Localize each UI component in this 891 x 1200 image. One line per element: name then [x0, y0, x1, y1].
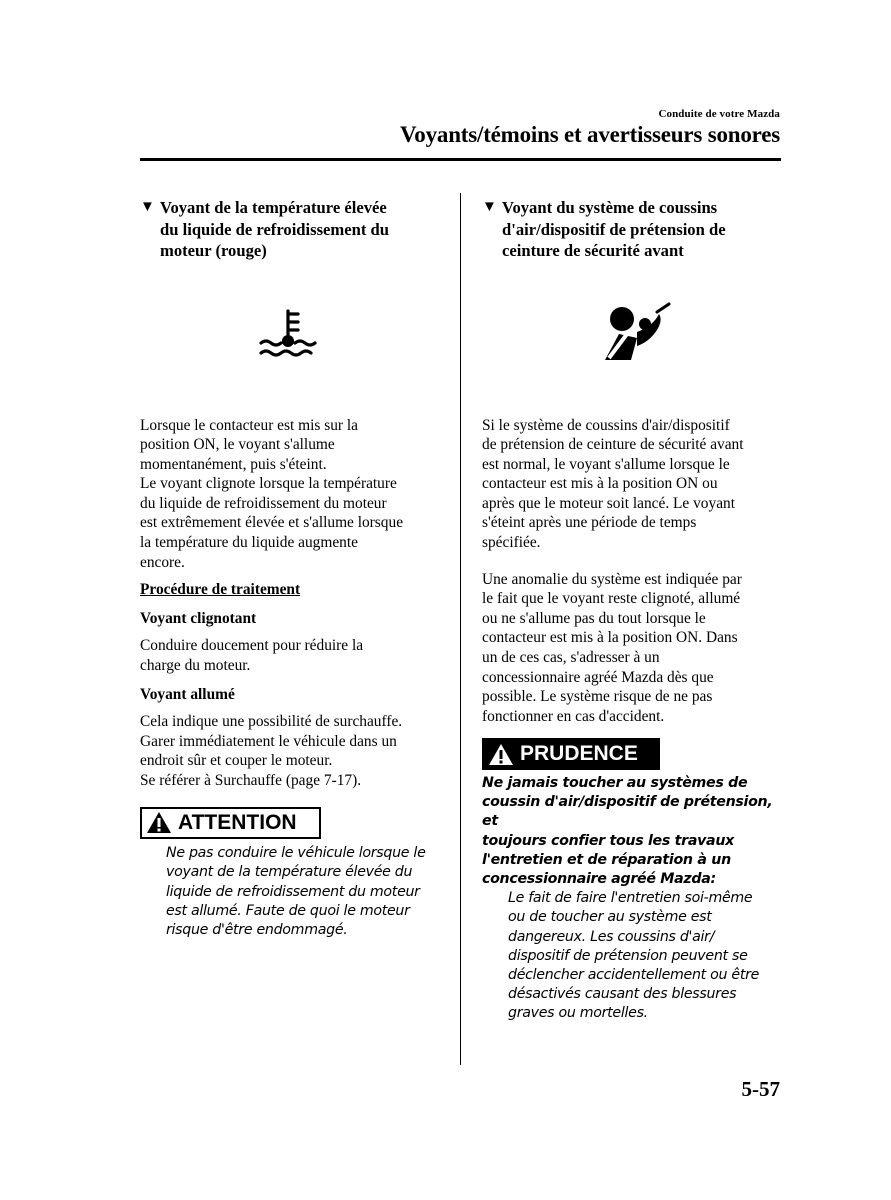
text-line: Lorsque le contacteur est mis sur la	[140, 416, 358, 434]
text-line: encore.	[140, 553, 185, 571]
text-line: liquide de refroidissement du moteur	[166, 883, 420, 900]
section-heading-coolant	[140, 197, 440, 262]
text-line: Le fait de faire l'entretien soi-même	[508, 890, 753, 907]
text-line: est extrêmement élevée et s'allume lorsque	[140, 514, 404, 532]
attention-badge	[140, 807, 321, 839]
text-line: Si le système de coussins d'air/dispositif	[482, 416, 730, 434]
text-line: charge du moteur.	[140, 657, 251, 675]
text-line: est allumé. Faute de quoi le moteur	[166, 902, 410, 919]
attention-text	[166, 844, 440, 940]
prudence-instruction	[482, 774, 782, 889]
text-line: l'entretien et de réparation à un	[482, 851, 731, 868]
text-line: voyant de la température élevée du	[166, 864, 413, 881]
airbag-description	[482, 416, 782, 553]
text-line: ou de toucher au système est	[508, 909, 712, 926]
heading-line: moteur (rouge)	[160, 241, 267, 260]
blinking-title: Voyant clignotant	[140, 609, 257, 627]
text-line: concessionnaire agréé Mazda:	[482, 870, 716, 887]
lit-text	[140, 712, 440, 790]
left-column	[140, 197, 440, 940]
attention-label: ATTENTION	[178, 810, 297, 834]
column-divider	[460, 193, 461, 1065]
text-line: après que le moteur soit lancé. Le voyant	[482, 494, 735, 512]
text-line: du liquide de refroidissement du moteur	[140, 494, 387, 512]
attention-block	[140, 807, 440, 941]
running-head: Conduite de votre Mazda	[658, 108, 780, 120]
text-line: dangereux. Les coussins d'air/	[508, 928, 715, 945]
page-title: Voyants/témoins et avertisseurs sonores	[400, 122, 780, 147]
text-line: toujours confier tous les travaux	[482, 832, 734, 849]
text-line: ou ne s'allume pas du tout lorsque le	[482, 609, 706, 627]
section-heading-airbag	[482, 197, 782, 262]
prudence-badge	[482, 738, 660, 770]
text-line: Ne pas conduire le véhicule lorsque le	[166, 845, 426, 862]
text-line: dispositif de prétension peuvent se	[508, 947, 748, 964]
text-line: s'éteint après une période de temps	[482, 514, 697, 532]
text-line: fonctionner en cas d'accident.	[482, 707, 665, 725]
text-line: Se référer à Surchauffe (page 7-17).	[140, 772, 362, 789]
text-line: est normal, le voyant s'allume lorsque le	[482, 455, 730, 473]
triangle-bullet-icon: ▼	[482, 199, 497, 215]
heading-line: ceinture de sécurité avant	[502, 241, 684, 260]
prudence-text	[508, 889, 782, 1023]
airbag-icon	[597, 302, 677, 362]
warning-triangle-icon	[488, 743, 514, 766]
heading-line: du liquide de refroidissement du	[160, 219, 389, 239]
airbag-malfunction-text	[482, 570, 782, 727]
text-line: contacteur est mis à la position ON. Dans	[482, 629, 738, 647]
text-line: désactivés causant des blessures	[508, 986, 737, 1003]
text-line: Ne jamais toucher au systèmes de	[482, 774, 748, 791]
heading-line: Voyant de la température élevée	[160, 198, 387, 217]
airbag-icon-box	[482, 262, 782, 412]
text-line: coussin d'air/dispositif de prétension, et	[482, 794, 773, 830]
page-number: 5-57	[741, 1077, 780, 1101]
text-line: momentanément, puis s'éteint.	[140, 455, 327, 473]
prudence-block	[482, 738, 782, 1023]
lit-title: Voyant allumé	[140, 685, 235, 703]
text-line: risque d'être endommagé.	[166, 921, 348, 938]
triangle-bullet-icon: ▼	[140, 199, 155, 215]
text-line: concessionnaire agréé Mazda dès que	[482, 668, 714, 686]
right-column	[482, 197, 782, 1024]
heading-line: d'air/dispositif de prétension de	[502, 219, 726, 239]
prudence-label: PRUDENCE	[520, 742, 638, 766]
header-rule	[140, 158, 781, 161]
text-line: le fait que le voyant reste clignoté, allumé	[482, 590, 741, 608]
text-line: position ON, le voyant s'allume	[140, 436, 335, 454]
procedure-title: Procédure de traitement	[140, 581, 301, 599]
text-line: contacteur est mis à la position ON ou	[482, 475, 718, 493]
text-line: la température du liquide augmente	[140, 534, 358, 552]
text-line: Garer immédiatement le véhicule dans un	[140, 732, 397, 750]
text-line: Une anomalie du système est indiquée par	[482, 570, 742, 588]
heading-line: Voyant du système de coussins	[502, 198, 718, 217]
text-line: déclencher accidentellement ou être	[508, 966, 760, 983]
text-line: Conduire doucement pour réduire la	[140, 637, 364, 655]
text-line: graves ou mortelles.	[508, 1005, 648, 1022]
coolant-description	[140, 416, 440, 573]
text-line: un de ces cas, s'adresser à un	[482, 649, 660, 667]
coolant-temperature-icon	[258, 307, 318, 359]
coolant-icon-box	[140, 262, 440, 412]
text-line: endroit sûr et couper le moteur.	[140, 752, 333, 770]
warning-triangle-icon	[146, 811, 172, 834]
text-line: Le voyant clignote lorsque la température	[140, 475, 397, 493]
text-line: possible. Le système risque de ne pas	[482, 688, 713, 706]
text-line: spécifiée.	[482, 534, 541, 552]
blinking-text	[140, 636, 440, 675]
text-line: Cela indique une possibilité de surchauffe.	[140, 713, 403, 731]
text-line: de prétension de ceinture de sécurité avant	[482, 436, 744, 454]
